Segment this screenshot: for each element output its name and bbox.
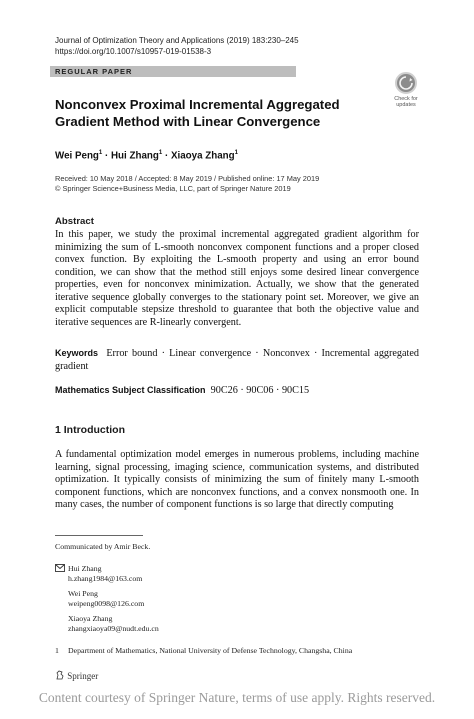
check-for-updates-label: Check for updates — [394, 96, 418, 108]
affiliation-text: Department of Mathematics, National University of Defense Technology, Changsha, China — [68, 646, 353, 655]
communicated-note: Communicated by Amir Beck. — [55, 542, 151, 551]
contact-entry — [68, 564, 142, 584]
author-affiliation-mark: 1 — [234, 150, 238, 156]
contact-name: Hui Zhang — [68, 564, 102, 573]
introduction-text: A fundamental optimization model emerges in numerous problems, including machine learning, signal processing, imaging science, communication systems, and distributed optimization. It typically consists of minimizing the sum of finitely many L-smooth component functions, which are nonconvex functions, and a convex nonsmooth one. In many cases, the number of component functions is so large that directly computing — [55, 449, 419, 510]
author-affiliation-mark: 1 — [98, 150, 103, 156]
abstract-text: In this paper, we study the proximal incremental aggregated gradient algorithm for minimizing the sum of L-smooth nonconvex component functions and a proper closed convex function. By exploiting the L-smooth property and using an error bound condition, we can show that the method still enjoys some desired linear convergence properties, even for nonconvex minimization. Actually, we show that the generated iterative sequence globally converges to the stationary point set. Moreover, we give an explicit computable stepsize threshold to guarantee that both the objective value and iterative sequences are R-linearly convergent. — [55, 229, 419, 328]
msc-label: Mathematics Subject Classification — [55, 385, 206, 395]
author-separator: · — [162, 150, 171, 162]
history-dates: Received: 10 May 2018 / Accepted: 8 May 2019 / Published online: 17 May 2019 — [55, 174, 320, 183]
contact-email[interactable]: h.zhang1984@163.com — [68, 574, 143, 583]
section-tag-band — [50, 66, 296, 77]
author-name: Wei Peng — [55, 150, 99, 162]
contact-name: Wei Peng — [68, 589, 98, 598]
journal-header — [55, 35, 299, 57]
springer-horse-icon — [55, 670, 65, 680]
check-for-updates-badge[interactable] — [388, 72, 424, 112]
contact-email[interactable]: weipeng0098@126.com — [68, 599, 145, 608]
msc-codes: 90C26 · 90C06 · 90C15 — [210, 385, 310, 396]
paper-title: Nonconvex Proximal Incremental Aggregated Gradient Method with Linear Convergence — [55, 97, 340, 129]
journal-citation: Journal of Optimization Theory and Applications (2019) 183:230–245 — [55, 36, 299, 45]
footnote-divider — [55, 535, 143, 536]
abstract-heading: Abstract — [55, 216, 94, 227]
contact-entry — [68, 614, 159, 634]
contact-entry — [68, 589, 144, 609]
courtesy-notice: Content courtesy of Springer Nature, terms of use apply. Rights reserved. — [38, 690, 436, 705]
journal-doi[interactable]: https://doi.org/10.1007/s10957-019-01538-3 — [55, 47, 212, 56]
author-name: Xiaoya Zhang — [170, 150, 235, 162]
keywords-text: Error bound · Linear convergence · Nonconvex · Incremental aggregated gradient — [55, 348, 419, 372]
publisher-mark — [55, 670, 98, 681]
publisher-name: Springer — [67, 671, 99, 681]
affiliation-mark: 1 — [55, 646, 59, 655]
contact-name: Xiaoya Zhang — [68, 614, 113, 623]
check-for-updates-icon — [395, 72, 417, 94]
keywords-label: Keywords — [55, 348, 99, 358]
author-list — [55, 150, 238, 161]
author-separator: · — [102, 150, 111, 162]
author-name: Hui Zhang — [110, 150, 159, 162]
section-tag: REGULAR PAPER — [55, 67, 133, 76]
publication-dates — [55, 174, 319, 194]
contact-email[interactable]: zhangxiaoya09@nudt.edu.cn — [68, 624, 159, 633]
introduction-heading: 1 Introduction — [55, 424, 125, 436]
author-affiliation-mark: 1 — [158, 150, 163, 156]
keywords — [55, 347, 419, 373]
envelope-icon — [55, 564, 65, 575]
copyright-line: © Springer Science+Business Media, LLC, part of Springer Nature 2019 — [55, 184, 291, 193]
msc-classification — [55, 384, 419, 398]
